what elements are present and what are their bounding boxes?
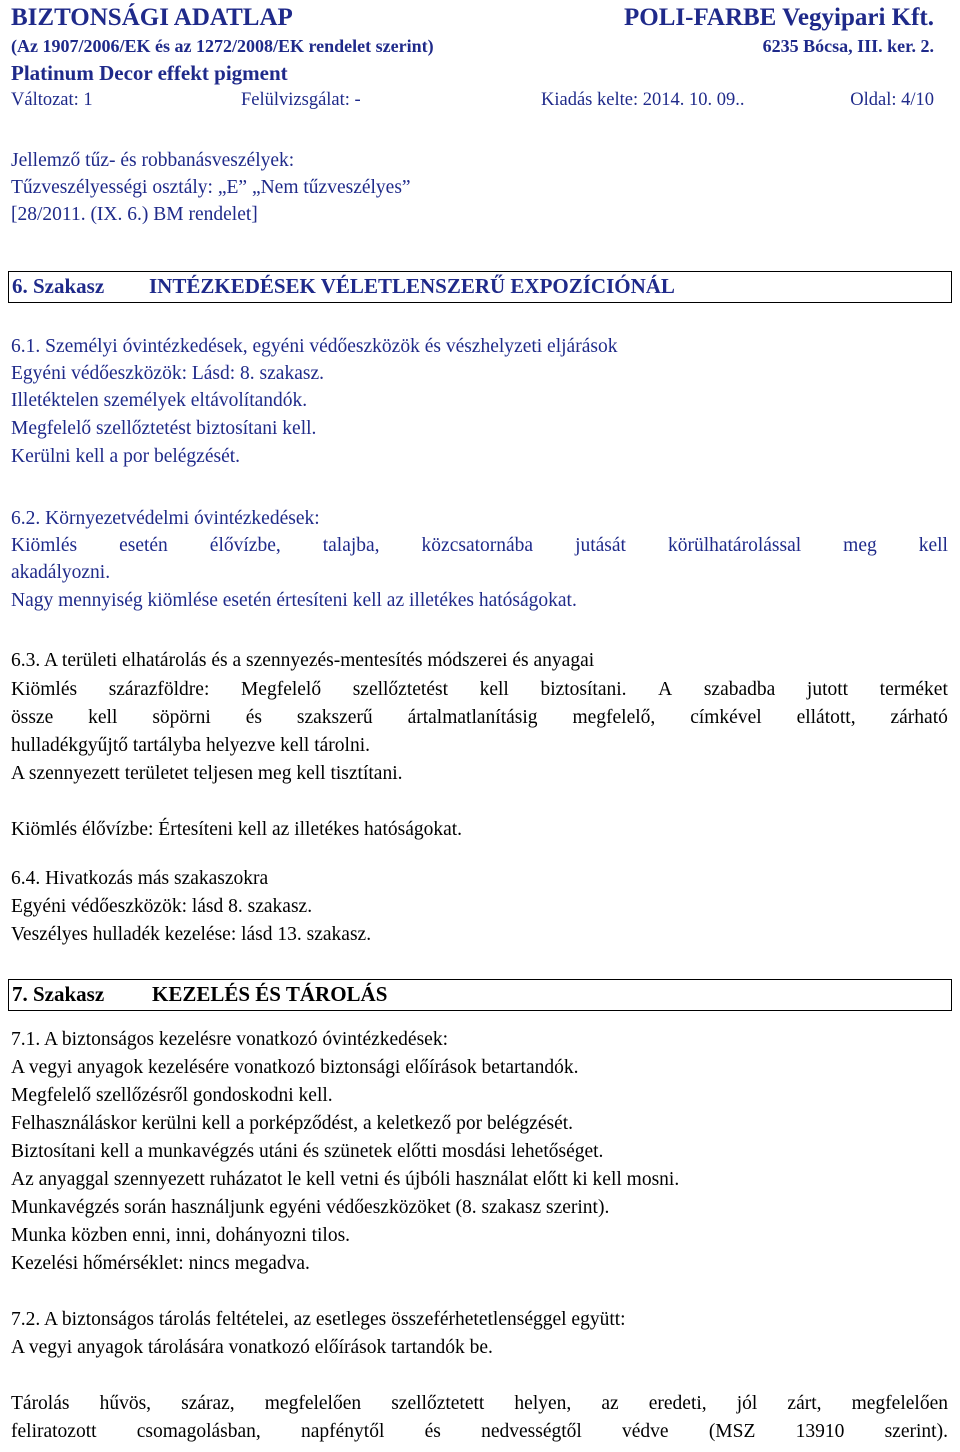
word: söpörni — [152, 707, 211, 728]
word: Kiömlés — [11, 679, 78, 700]
subsection-6-3-line-1 — [11, 677, 948, 703]
word: megfelelően — [851, 1393, 948, 1414]
subsection-7-1-line: Biztosítani kell a munkavégzés utáni és szünetek előtti mosdási lehetőséget. — [11, 1141, 604, 1162]
word: hűvös, — [99, 1393, 152, 1414]
company-address: 6235 Bócsa, III. ker. 2. — [762, 36, 934, 56]
fire-regulation-line: [28/2011. (IX. 6.) BM rendelet] — [11, 204, 258, 225]
subsection-6-4-line: Veszélyes hulladék kezelése: lásd 13. szakasz. — [11, 924, 372, 945]
subsection-7-1-line: Munkavégzés során használjunk egyéni védőeszközöket (8. szakasz szerint). — [11, 1197, 610, 1218]
word: megfelelően — [264, 1393, 362, 1414]
word: eredeti, — [648, 1393, 707, 1414]
word: Megfelelő — [240, 679, 322, 700]
word: helyen, — [514, 1393, 572, 1414]
word: feliratozott — [11, 1421, 97, 1442]
word: csomagolásban, — [136, 1421, 261, 1442]
section-6-header — [8, 271, 952, 303]
word: szárazföldre: — [108, 679, 210, 700]
word: Kiömlés — [11, 535, 78, 556]
section-7-title: KEZELÉS ÉS TÁROLÁS — [152, 982, 388, 1006]
subsection-6-1-line: Megfelelő szellőztetést biztosítani kell. — [11, 418, 317, 439]
subsection-7-1-line: Az anyaggal szennyezett ruházatot le kell vetni és újbóli használat előtt ki kell mosni. — [11, 1169, 680, 1190]
regulation-reference: (Az 1907/2006/EK és az 1272/2008/EK rendelet szerint) — [11, 36, 434, 56]
fire-class-line: Tűzveszélyességi osztály: „E” „Nem tűzveszélyes” — [11, 177, 411, 198]
subsection-7-1-line: Felhasználáskor kerülni kell a porképződést, a keletkező por belégzését. — [11, 1113, 574, 1134]
page-number-label: Oldal: 4/10 — [850, 90, 934, 110]
subsection-7-1-line: Munka közben enni, inni, dohányozni tilos. — [11, 1225, 351, 1246]
word: esetén — [119, 535, 168, 556]
word: jutott — [806, 679, 849, 700]
subsection-6-1-line: Kerülni kell a por belégzését. — [11, 446, 241, 467]
word: jól — [736, 1393, 758, 1414]
section-6-title: INTÉZKEDÉSEK VÉLETLENSZERŰ EXPOZÍCIÓNÁL — [149, 274, 675, 298]
subsection-7-1-line: A vegyi anyagok kezelésére vonatkozó biztonsági előírások betartandók. — [11, 1057, 579, 1078]
word: és — [424, 1421, 441, 1442]
word: szellőztetést — [352, 679, 448, 700]
word: nedvességtől — [481, 1421, 582, 1442]
subsection-7-2-line-3 — [11, 1419, 948, 1445]
subsection-7-1-line: Megfelelő szellőzésről gondoskodni kell. — [11, 1085, 333, 1106]
subsection-6-3-title: 6.3. A területi elhatárolás és a szennyezés-mentesítés módszerei és anyagai — [11, 650, 595, 671]
subsection-6-3-line-3: hulladékgyűjtő tartályba helyezve kell tárolni. — [11, 735, 370, 756]
word: szakszerű — [296, 707, 373, 728]
word: az — [601, 1393, 619, 1414]
subsection-6-1-title: 6.1. Személyi óvintézkedések, egyéni védőeszközök és vészhelyzeti eljárások — [11, 336, 618, 357]
word: 13910 — [795, 1421, 845, 1442]
word: napfénytől — [301, 1421, 385, 1442]
subsection-6-2-line-2: akadályozni. — [11, 562, 111, 583]
word: zárható — [890, 707, 948, 728]
word: kell — [479, 679, 509, 700]
word: A — [658, 679, 673, 700]
word: szabadba — [703, 679, 776, 700]
header-regulation-row — [11, 35, 934, 57]
word: száraz, — [181, 1393, 235, 1414]
word: jutását — [575, 535, 626, 556]
subsection-6-3-line-5: Kiömlés élővízbe: Értesíteni kell az illetékes hatóságokat. — [11, 819, 463, 840]
word: zárt, — [787, 1393, 822, 1414]
word: meg — [843, 535, 877, 556]
revision-label: Felülvizsgálat: - — [241, 90, 361, 110]
subsection-6-4-line: Egyéni védőeszközök: lásd 8. szakasz. — [11, 896, 313, 917]
section-7-number: 7. Szakasz — [12, 982, 105, 1006]
fire-hazard-heading: Jellemző tűz- és robbanásveszélyek: — [11, 150, 295, 171]
word: Tárolás — [11, 1393, 70, 1414]
company-name: POLI-FARBE Vegyipari Kft. — [624, 4, 934, 31]
word: szellőztetett — [391, 1393, 485, 1414]
section-7-header — [8, 979, 952, 1011]
word: terméket — [879, 679, 948, 700]
word: körülhatárolással — [667, 535, 802, 556]
subsection-7-2-title: 7.2. A biztonságos tárolás feltételei, az esetleges összeférhetetlenséggel együtt: — [11, 1309, 626, 1330]
word: ártalmatlanításig — [407, 707, 538, 728]
subsection-7-2-line-2 — [11, 1391, 948, 1417]
subsection-7-2-line-1: A vegyi anyagok tárolására vonatkozó előírások tartandók be. — [11, 1337, 493, 1358]
subsection-6-2-line-1 — [11, 533, 948, 559]
word: védve — [622, 1421, 669, 1442]
subsection-6-1-line: Illetéktelen személyek eltávolítandók. — [11, 390, 308, 411]
subsection-7-1-title: 7.1. A biztonságos kezelésre vonatkozó óvintézkedések: — [11, 1029, 448, 1050]
word: (MSZ — [708, 1421, 756, 1442]
issue-date-label: Kiadás kelte: 2014. 10. 09.. — [541, 90, 745, 110]
word: kell — [918, 535, 948, 556]
word: ellátott, — [796, 707, 856, 728]
word: közcsatornába — [421, 535, 534, 556]
subsection-6-4-title: 6.4. Hivatkozás más szakaszokra — [11, 868, 269, 889]
word: címkével — [690, 707, 762, 728]
version-label: Változat: 1 — [11, 90, 93, 110]
subsection-7-1-line: Kezelési hőmérséklet: nincs megadva. — [11, 1253, 310, 1274]
header-meta-row — [11, 88, 934, 112]
subsection-6-1-line: Egyéni védőeszközök: Lásd: 8. szakasz. — [11, 363, 324, 384]
word: biztosítani. — [540, 679, 627, 700]
subsection-6-3-line-4: A szennyezett területet teljesen meg kell tisztítani. — [11, 763, 403, 784]
word: és — [245, 707, 262, 728]
document-title: BIZTONSÁGI ADATLAP — [11, 4, 293, 31]
header-title-row — [11, 3, 934, 33]
section-6-number: 6. Szakasz — [12, 274, 105, 298]
subsection-6-2-line-3: Nagy mennyiség kiömlése esetén értesíteni kell az illetékes hatóságokat. — [11, 590, 577, 611]
word: kell — [88, 707, 118, 728]
word: össze — [11, 707, 54, 728]
word: szerint). — [884, 1421, 948, 1442]
product-name: Platinum Decor effekt pigment — [11, 61, 288, 85]
subsection-6-3-line-2 — [11, 705, 948, 731]
word: talajba, — [322, 535, 380, 556]
word: élővízbe, — [209, 535, 281, 556]
word: megfelelő, — [572, 707, 656, 728]
subsection-6-2-title: 6.2. Környezetvédelmi óvintézkedések: — [11, 508, 320, 529]
